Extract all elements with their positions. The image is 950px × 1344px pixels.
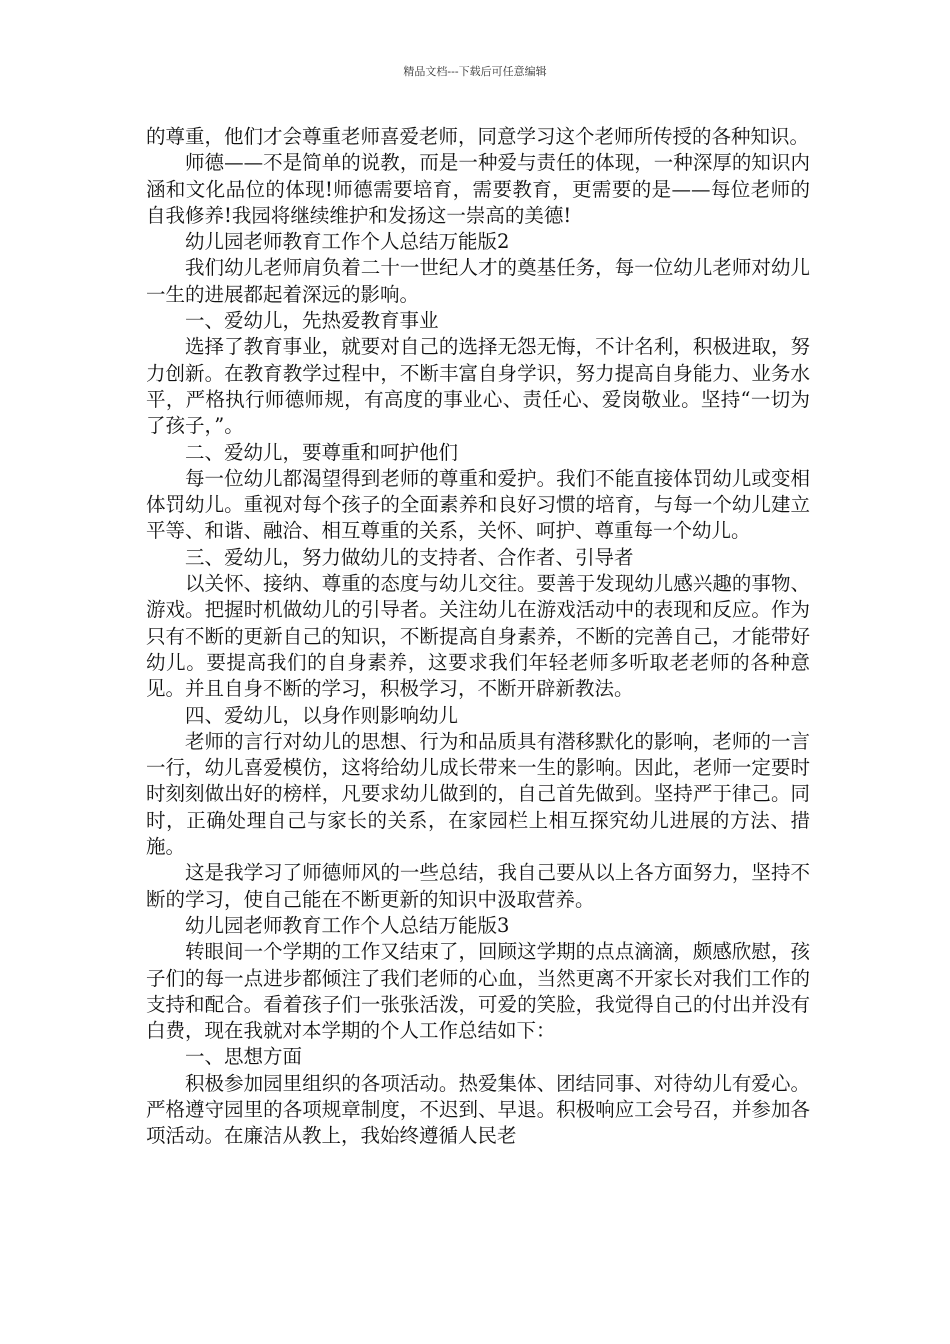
paragraph: 选择了教育事业，就要对自己的选择无怨无悔，不计名利，积极进取，努力创新。在教育教学过程中，不断丰富自身学识，努力提高自身能力、业务水平，严格执行师德师规，有高度的事业心、责任心、爱岗敬业。坚持“一切为了孩子，”。 — [146, 335, 810, 438]
paragraph: 每一位幼儿都渴望得到老师的尊重和爱护。我们不能直接体罚幼儿或变相体罚幼儿。重视对每个孩子的全面素养和良好习惯的培育，与每一个幼儿建立平等、和谐、融洽、相互尊重的关系，关怀、呵护、尊重每一个幼儿。 — [146, 466, 810, 543]
section-title: 幼儿园老师教育工作个人总结万能版2 — [185, 230, 510, 254]
paragraph: 师德——不是简单的说教，而是一种爱与责任的体现，一种深厚的知识内涵和文化品位的体现!师德需要培育，需要教育，更需要的是——每位老师的自我修养!我园将继续维护和发扬这一崇高的美德! — [146, 151, 810, 227]
section-heading: 三、爱幼儿，努力做幼儿的支持者、合作者、引导者 — [185, 545, 634, 569]
section-title: 幼儿园老师教育工作个人总结万能版3 — [185, 913, 510, 937]
paragraph: 老师的言行对幼儿的思想、行为和品质具有潜移默化的影响，老师的一言一行，幼儿喜爱模仿，这将给幼儿成长带来一生的影响。因此，老师一定要时时刻刻做出好的榜样，凡要求幼儿做到的，自己首先做到。坚持严于律己。同时，正确处理自己与家长的关系，在家园栏上相互探究幼儿进展的方法、措施。 — [146, 729, 810, 859]
section-heading: 二、爱幼儿，要尊重和呵护他们 — [185, 440, 459, 464]
document-body — [146, 124, 810, 1150]
section-heading: 一、爱幼儿，先热爱教育事业 — [185, 309, 439, 333]
paragraph: 我们幼儿老师肩负着二十一世纪人才的奠基任务，每一位幼儿老师对幼儿一生的进展都起着深远的影响。 — [146, 256, 810, 306]
page-header: 精品文档---下载后可任意编辑 — [403, 65, 547, 78]
paragraph: 的尊重，他们才会尊重老师喜爱老师，同意学习这个老师所传授的各种知识。 — [146, 125, 810, 148]
paragraph: 以关怀、接纳、尊重的态度与幼儿交往。要善于发现幼儿感兴趣的事物、游戏。把握时机做幼儿的引导者。关注幼儿在游戏活动中的表现和反应。作为只有不断的更新自己的知识，不断提高自身素养，不断的完善自己，才能带好幼儿。要提高我们的自身素养，这要求我们年轻老师多听取老老师的各种意见。并且自身不断的学习，积极学习，不断开辟新教法。 — [146, 572, 810, 701]
section-heading: 四、爱幼儿，以身作则影响幼儿 — [185, 703, 459, 727]
section-heading: 一、思想方面 — [185, 1045, 303, 1069]
paragraph: 这是我学习了师德师风的一些总结，我自己要从以上各方面努力，坚持不断的学习，使自己能在不断更新的知识中汲取营养。 — [146, 861, 810, 911]
paragraph: 积极参加园里组织的各项活动。热爱集体、团结同事、对待幼儿有爱心。严格遵守园里的各项规章制度，不迟到、早退。积极响应工会号召，并参加各项活动。在廉洁从教上，我始终遵循人民老 — [146, 1071, 810, 1148]
paragraph: 转眼间一个学期的工作又结束了，回顾这学期的点点滴滴，颇感欣慰，孩子们的每一点进步都倾注了我们老师的心血，当然更离不开家长对我们工作的支持和配合。看着孩子们一张张活泼，可爱的笑脸，我觉得自己的付出并没有白费，现在我就对本学期的个人工作总结如下： — [146, 940, 810, 1043]
